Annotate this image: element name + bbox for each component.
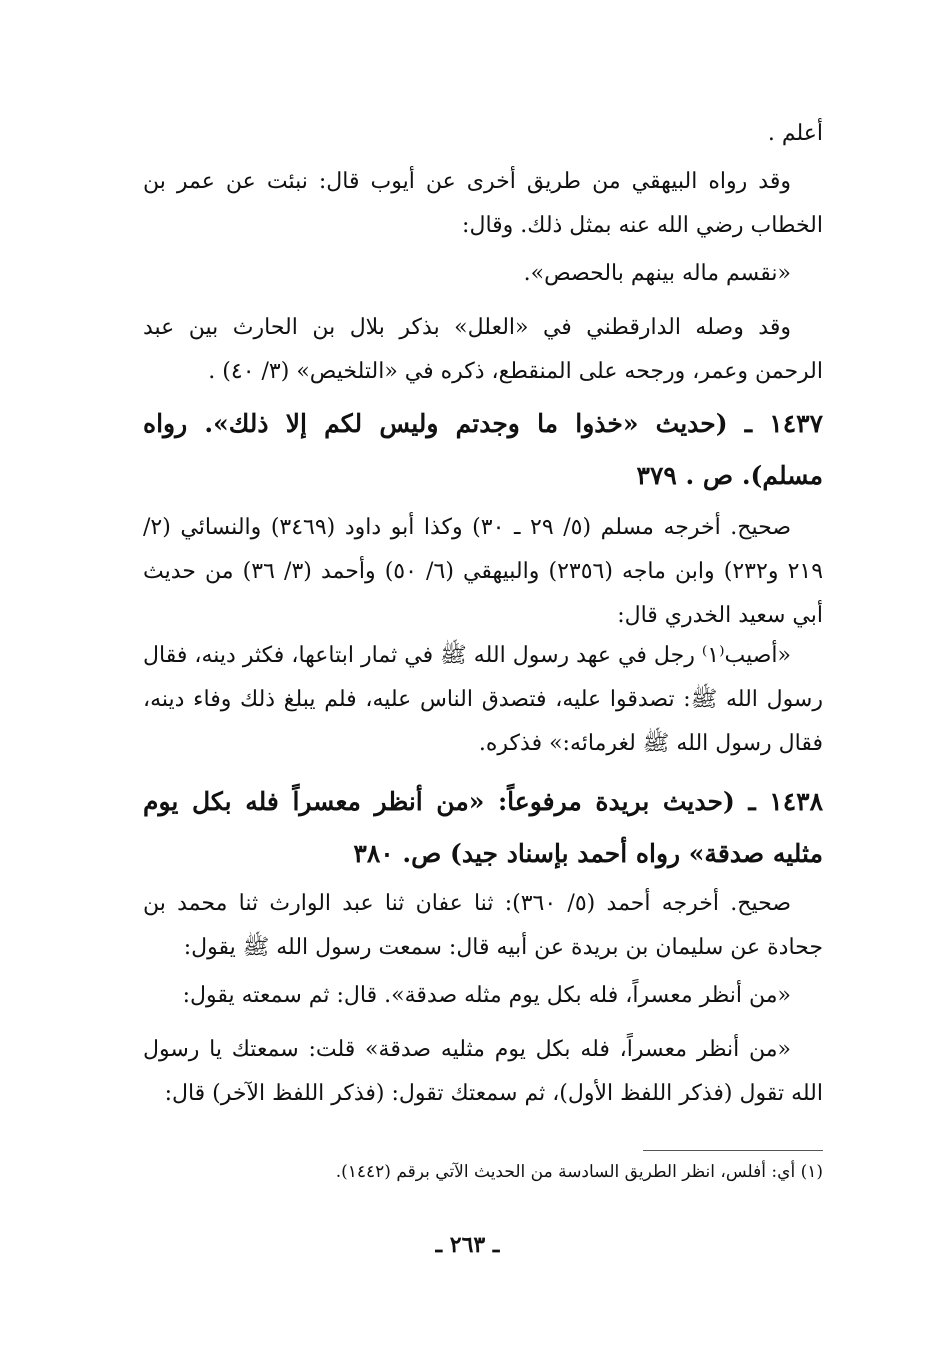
hadith-heading-1437: ١٤٣٧ ـ (حديث «خذوا ما وجدتم وليس لكم إلا ذلك». رواه مسلم). ص . ٣٧٩ [143, 409, 823, 490]
paragraph-2: وقد رواه البيهقي من طريق أخرى عن أيوب قال: نبئت عن عمر بن الخطاب رضي الله عنه بمثل ذلك. وقال: [143, 169, 823, 238]
hadith-heading-1438: ١٤٣٨ ـ (حديث بريدة مرفوعاً: «من أنظر معسراً فله بكل يوم مثليه صدقة» رواه أحمد بإسناد جيد) ص. ٣٨٠ [143, 787, 823, 868]
footnote-divider [643, 1150, 823, 1151]
paragraph-1: أعلم . [767, 121, 823, 146]
paragraph-9: صحيح. أخرجه أحمد (٥/ ٣٦٠): ثنا عفان ثنا عبد الوارث ثنا محمد بن جحادة عن سليمان بن بريدة عن أبيه قال: سمعت رسول الله ﷺ يقول: [143, 891, 823, 960]
paragraph-6: صحيح. أخرجه مسلم (٥/ ٢٩ ـ ٣٠) وكذا أبو داود (٣٤٦٩) والنسائي (٢/ ٢١٩ و٢٣٢) وابن ماجه (٢٣٥٦) والبيهقي (٦/ ٥٠) وأحمد (٣/ ٣٦) من حديث أبي سعيد الخدري قال: [143, 515, 824, 628]
paragraph-7: «أصيب⁽١⁾ رجل في عهد رسول الله ﷺ في ثمار ابتاعها، فكثر دينه، فقال رسول الله ﷺ: تصدقوا عليه، فتصدق الناس عليه، فلم يبلغ ذلك وفاء دينه، فقال رسول الله ﷺ لغرمائه:» فذكره. [143, 643, 823, 756]
paragraph-4: وقد وصله الدارقطني في «العلل» بذكر بلال بن الحارث بين عبد الرحمن وعمر، ورجحه على المنقطع، ذكره في «التلخيص» (٣/ ٤٠) . [143, 315, 823, 384]
page-number: ـ ٢٦٣ ـ [435, 1232, 500, 1258]
footnote: (١) أي: أفلس، انظر الطريق السادسة من الحديث الآتي برقم (١٤٤٢). [335, 1162, 823, 1182]
paragraph-10: «من أنظر معسراً، فله بكل يوم مثله صدقة». قال: ثم سمعته يقول: [182, 983, 791, 1008]
paragraph-3: «نقسم ماله بينهم بالحصص». [523, 261, 791, 286]
paragraph-11: «من أنظر معسراً، فله بكل يوم مثليه صدقة» قلت: سمعتك يا رسول الله تقول (فذكر اللفظ الأول)، ثم سمعتك تقول: (فذكر اللفظ الآخر) قال: [143, 1037, 823, 1106]
